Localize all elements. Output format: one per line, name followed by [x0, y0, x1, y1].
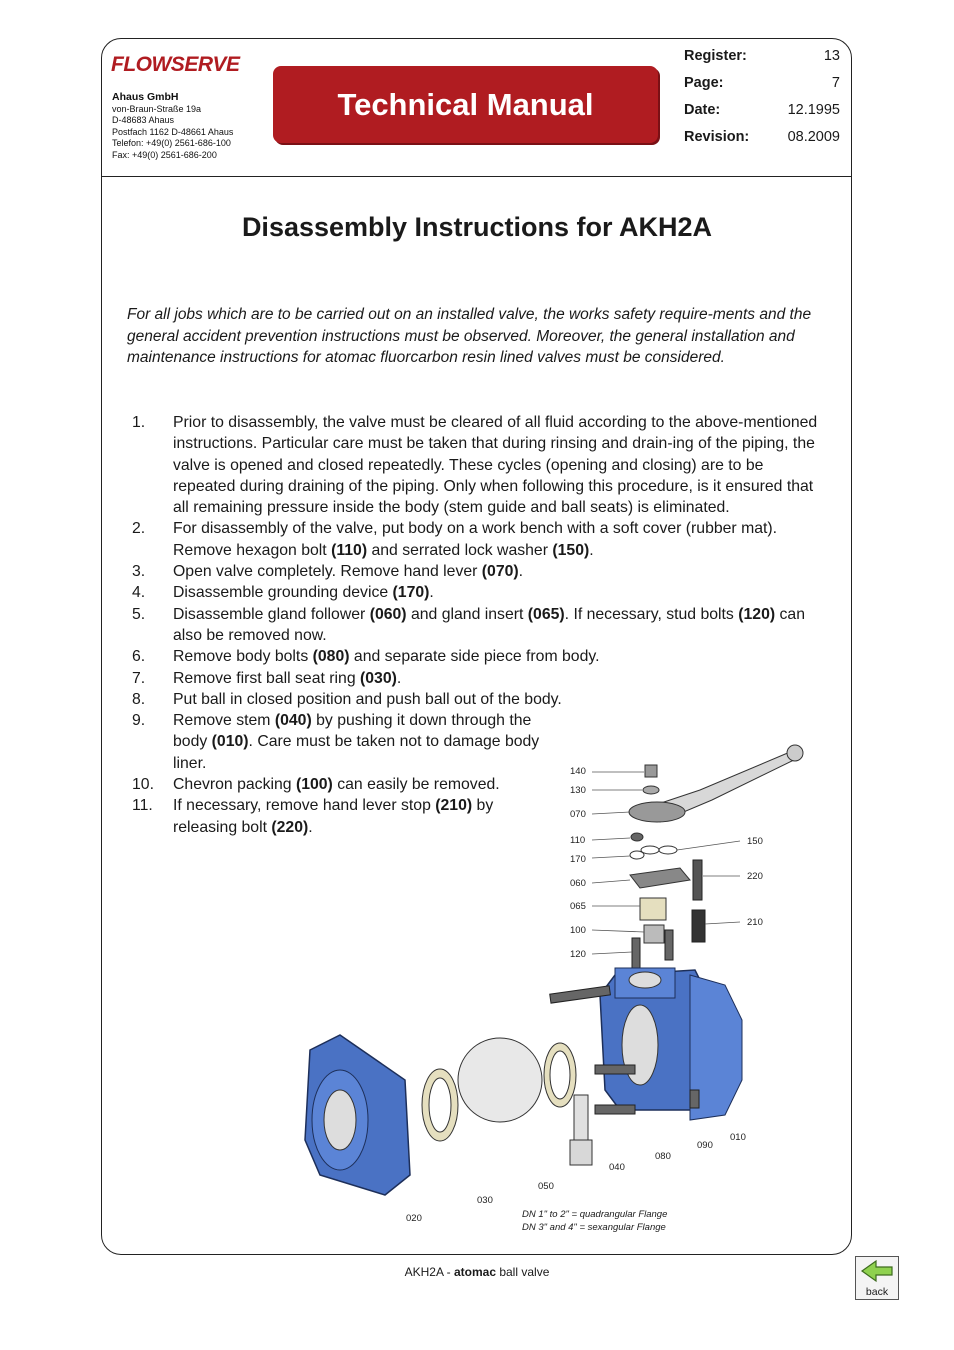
address-line: von-Braun-Straße 19a: [112, 103, 202, 114]
label-070: 070: [570, 809, 586, 820]
label-065: 065: [570, 901, 586, 912]
part-number: (210): [435, 797, 473, 815]
bolt-140-part: [645, 765, 657, 777]
label-150: 150: [747, 836, 763, 847]
step-text-fragment: by pushing it down through the body: [173, 712, 532, 751]
step-text-fragment: .: [308, 818, 313, 836]
banner-title: Technical Manual: [337, 87, 594, 122]
instruction-step: [127, 668, 827, 689]
step-text-fragment: and serrated lock washer: [367, 541, 553, 559]
step-text-fragment: Disassemble gland follower: [173, 605, 370, 623]
caption-line: DN 1" to 2" = quadrangular Flange: [522, 1209, 668, 1220]
header-divider: [101, 176, 852, 177]
part-number: (060): [369, 605, 407, 623]
part-number: (030): [360, 669, 397, 687]
step-text: [173, 582, 827, 603]
step-number: 9.: [132, 712, 146, 730]
label-060: 060: [570, 878, 586, 889]
step-number: 2.: [132, 520, 146, 538]
page-footer: [0, 1265, 954, 1279]
address-line: D-48683 Ahaus: [112, 115, 175, 125]
ball-part: [458, 1038, 542, 1122]
grounding-170-part: [630, 851, 644, 859]
instruction-step: [127, 561, 827, 582]
step-number: 5.: [132, 605, 146, 623]
label-010: 010: [730, 1132, 746, 1143]
step-number: 4.: [132, 584, 146, 602]
chevron-packing-100-part: [644, 925, 664, 943]
stem-040-part: [570, 1095, 592, 1165]
label-220: 220: [747, 871, 763, 882]
meta-revision: [684, 126, 840, 153]
step-number: 1.: [132, 414, 146, 431]
label-130: 130: [570, 785, 586, 796]
step-text: [173, 561, 827, 582]
part-number: (100): [295, 776, 333, 794]
label-050: 050: [538, 1181, 554, 1192]
washer-150-part: [641, 846, 659, 854]
valve-body-010-part: [600, 968, 742, 1120]
meta-page: [684, 72, 840, 99]
company-address: [112, 92, 233, 161]
step-number: 7.: [132, 669, 146, 687]
part-number: (040): [274, 712, 312, 730]
step-text: [173, 646, 827, 667]
manual-banner: [273, 66, 658, 143]
meta-label: Revision:: [684, 129, 750, 145]
instruction-step: [127, 646, 827, 667]
washer-130-part: [643, 786, 659, 794]
step-text-fragment: can easily be removed.: [332, 776, 500, 794]
instruction-step: [127, 518, 827, 561]
step-text-fragment: .: [518, 563, 524, 581]
stud-bolt-120-part: [632, 938, 640, 968]
part-number: (080): [312, 648, 350, 666]
step-number: 10.: [132, 776, 154, 794]
step-number: 3.: [132, 563, 146, 581]
step-text: [173, 412, 827, 518]
part-number: (010): [211, 733, 249, 751]
step-text-fragment: can also be removed now.: [173, 605, 805, 644]
gland-follower-060-part: [630, 868, 690, 888]
safety-intro: For all jobs which are to be carried out on an installed valve, the works safety require-ments and the general accident prevention instructions must be observed. Moreover, the general installation and maintenance instructions for atomac fluorcarbon resin lined valves must be considered.: [127, 306, 812, 366]
document-meta: [684, 45, 840, 153]
meta-value: 12.1995: [787, 102, 840, 118]
part-number: (070): [481, 563, 519, 581]
step-text-fragment: If necessary, remove hand lever stop: [173, 797, 436, 815]
instruction-step: [127, 412, 827, 518]
part-number: (220): [271, 818, 309, 836]
step-text-fragment: Prior to disassembly, the valve must be cleared of all fluid according to the above-mentioned instructions. Particular care must be taken that during rinsing and drain-ing of the piping, the valve is opened and closed repeatedly. These cycles (opening and closing) are to be repeated during draining of the piping. Only when following this procedure, is it ensured that all remaining pressure inside the body (stem guide and ball seats) is eliminated.: [173, 414, 818, 517]
step-text-fragment: .: [396, 669, 402, 687]
step-text-fragment: Remove stem: [173, 712, 275, 730]
step-text-fragment: and separate side piece from body.: [349, 648, 600, 666]
step-text-fragment: Disassemble grounding device: [173, 584, 393, 602]
footer-brand: atomac: [453, 1265, 496, 1279]
arrow-left-icon: [856, 1257, 898, 1285]
label-040: 040: [609, 1162, 625, 1173]
label-110: 110: [570, 835, 586, 846]
label-090: 090: [697, 1140, 713, 1151]
step-text-fragment: .: [589, 541, 594, 559]
meta-value: 08.2009: [787, 129, 840, 145]
step-text: [173, 668, 827, 689]
label-080: 080: [655, 1151, 671, 1162]
part-number: (110): [331, 541, 368, 559]
meta-label: Register:: [684, 48, 747, 64]
step-text-fragment: Put ball in closed position and push ball out of the body.: [173, 690, 562, 708]
label-100: 100: [570, 925, 586, 936]
step-text-fragment: Open valve completely. Remove hand lever: [173, 563, 482, 581]
step-text-fragment: .: [429, 584, 434, 602]
step-text-fragment: Chevron packing: [173, 776, 296, 794]
instruction-step: [127, 604, 827, 647]
address-line: Fax: +49(0) 2561-686-200: [112, 149, 217, 160]
part-number: (065): [527, 605, 565, 623]
step-text: [173, 604, 827, 647]
meta-value: 13: [823, 48, 840, 64]
step-text-fragment: . Care must be taken not to damage body liner.: [173, 733, 540, 772]
step-text-fragment: and gland insert: [406, 605, 528, 623]
nut-090-part: [690, 1090, 699, 1108]
caption-line: DN 3" and 4" = sexangular Flange: [522, 1222, 666, 1233]
flange-caption: [522, 1208, 667, 1234]
step-text-fragment: by releasing bolt: [173, 797, 494, 836]
part-number: (150): [552, 541, 590, 559]
step-number: 6.: [132, 648, 146, 666]
step-text-fragment: . If necessary, stud bolts: [564, 605, 739, 623]
label-210: 210: [747, 917, 763, 928]
bolt-220-part: [693, 860, 702, 900]
hand-lever-part: [629, 745, 803, 822]
address-line: Postfach 1162 D-48661 Ahaus: [112, 126, 234, 137]
stop-210-part: [692, 910, 705, 942]
step-number: 8.: [132, 690, 146, 708]
footer-prefix: AKH2A -: [404, 1265, 454, 1279]
label-120: 120: [570, 949, 586, 960]
flowserve-logo: FLOWSERVE: [111, 53, 240, 76]
step-text-fragment: Remove first ball seat ring: [173, 669, 361, 687]
meta-date: [684, 99, 840, 126]
instruction-step: [127, 582, 827, 603]
instruction-step: [127, 689, 827, 710]
bolt-110-part: [631, 833, 643, 841]
label-030: 030: [477, 1195, 493, 1206]
meta-label: Page:: [684, 75, 724, 91]
label-170: 170: [570, 854, 586, 865]
back-button[interactable]: [855, 1256, 899, 1300]
meta-register: [684, 45, 840, 72]
step-text-fragment: Remove body bolts: [173, 648, 313, 666]
address-line: Telefon: +49(0) 2561-686-100: [112, 138, 231, 148]
step-text: [173, 689, 827, 710]
label-140: 140: [570, 766, 586, 777]
step-text-fragment: For disassembly of the valve, put body on a work bench with a soft cover (rubber mat). Remove hexagon bolt: [173, 520, 778, 559]
label-020: 020: [406, 1213, 422, 1224]
back-label: back: [865, 1286, 889, 1298]
meta-value: 7: [831, 75, 840, 91]
side-piece-020-part: [305, 1035, 410, 1195]
gland-insert-065-part: [640, 898, 666, 920]
part-number: (120): [738, 605, 776, 623]
company-name: Ahaus GmbH: [112, 91, 179, 103]
page-title: Disassembly Instructions for AKH2A: [241, 212, 713, 242]
part-number: (170): [392, 584, 430, 602]
step-text: [173, 518, 827, 561]
meta-label: Date:: [684, 102, 721, 118]
step-number: 11.: [132, 797, 153, 815]
footer-suffix: ball valve: [496, 1265, 550, 1279]
